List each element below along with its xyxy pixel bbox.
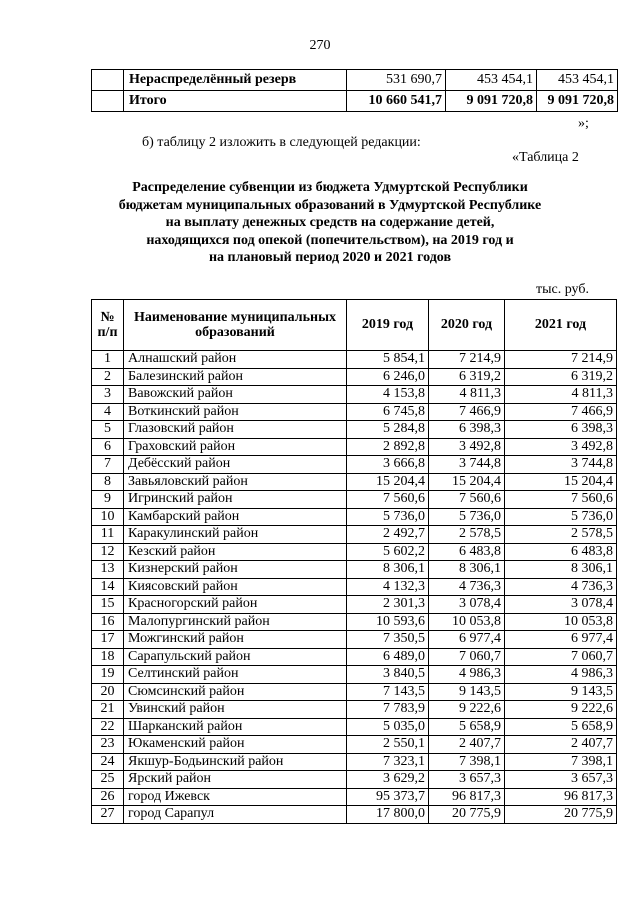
municipality-name: Кезский район: [124, 543, 347, 561]
table-row: [92, 613, 617, 631]
value-2021: 6 977,4: [505, 631, 617, 649]
row-number: 8: [92, 473, 124, 491]
municipality-name: Можгинский район: [124, 631, 347, 649]
municipality-name: Кизнерский район: [124, 561, 347, 579]
header-num: № п/п: [92, 300, 124, 351]
table-row: [92, 631, 617, 649]
table-row: [92, 438, 617, 456]
row-number: 19: [92, 666, 124, 684]
table-caption: «Таблица 2: [512, 150, 579, 165]
row-number: 2: [92, 368, 124, 386]
municipality-name: Завьяловский район: [124, 473, 347, 491]
value-2019: 4 132,3: [347, 578, 429, 596]
row-number: 5: [92, 421, 124, 439]
value-2020: 7 060,7: [429, 648, 505, 666]
value-2021: 15 204,4: [505, 473, 617, 491]
table-row: [92, 526, 617, 544]
value-2021: 20 775,9: [505, 806, 617, 824]
municipality-name: Красногорский район: [124, 596, 347, 614]
title-line: Распределение субвенции из бюджета Удмуртской Республики: [132, 180, 528, 195]
value-2019: 7 560,6: [347, 491, 429, 509]
table-row: [92, 456, 617, 474]
table-row: [92, 491, 617, 509]
value-2020: 96 817,3: [429, 788, 505, 806]
summary-label: Нераспределённый резерв: [124, 70, 347, 91]
value-2021: 9 143,5: [505, 683, 617, 701]
summary-table-body: [92, 70, 618, 112]
summary-value-2020: 9 091 720,8: [446, 91, 537, 112]
value-2021: 4 811,3: [505, 386, 617, 404]
value-2020: 2 407,7: [429, 736, 505, 754]
value-2019: 3 629,2: [347, 771, 429, 789]
header-2021: 2021 год: [505, 300, 617, 351]
table-row: [92, 771, 617, 789]
row-number: 26: [92, 788, 124, 806]
municipality-name: Игринский район: [124, 491, 347, 509]
municipality-name: Воткинский район: [124, 403, 347, 421]
summary-value-2019: 531 690,7: [347, 70, 446, 91]
value-2020: 20 775,9: [429, 806, 505, 824]
header-row: [92, 300, 617, 351]
row-number: 18: [92, 648, 124, 666]
row-number: 25: [92, 771, 124, 789]
value-2020: 3 078,4: [429, 596, 505, 614]
municipality-name: Юкаменский район: [124, 736, 347, 754]
table-row: [92, 508, 617, 526]
row-number: 20: [92, 683, 124, 701]
value-2019: 5 854,1: [347, 351, 429, 369]
table-row: [92, 683, 617, 701]
row-number: 15: [92, 596, 124, 614]
row-number: 10: [92, 508, 124, 526]
value-2021: 7 060,7: [505, 648, 617, 666]
title-line: бюджетам муниципальных образований в Удмуртской Республике: [118, 197, 542, 213]
value-2019: 95 373,7: [347, 788, 429, 806]
row-number: 1: [92, 351, 124, 369]
table-row: [92, 386, 617, 404]
row-number: 16: [92, 613, 124, 631]
value-2019: 10 593,6: [347, 613, 429, 631]
summary-label: Итого: [124, 91, 347, 112]
table-row: [92, 403, 617, 421]
value-2019: 6 246,0: [347, 368, 429, 386]
header-2020: 2020 год: [429, 300, 505, 351]
row-number: 6: [92, 438, 124, 456]
title-line: на плановый период 2020 и 2021 годов: [208, 250, 452, 265]
municipality-name: Сарапульский район: [124, 648, 347, 666]
value-2019: 2 892,8: [347, 438, 429, 456]
value-2020: 4 986,3: [429, 666, 505, 684]
summary-value-2020: 453 454,1: [446, 70, 537, 91]
value-2019: 2 301,3: [347, 596, 429, 614]
value-2021: 6 398,3: [505, 421, 617, 439]
value-2020: 7 560,6: [429, 491, 505, 509]
table-row: [92, 351, 617, 369]
value-2021: 7 560,6: [505, 491, 617, 509]
municipality-name: Балезинский район: [124, 368, 347, 386]
row-number: 9: [92, 491, 124, 509]
row-number: 27: [92, 806, 124, 824]
table-row: [92, 701, 617, 719]
municipality-name: Увинский район: [124, 701, 347, 719]
value-2020: 10 053,8: [429, 613, 505, 631]
value-2021: 96 817,3: [505, 788, 617, 806]
value-2020: 4 811,3: [429, 386, 505, 404]
municipality-name: Селтинский район: [124, 666, 347, 684]
municipality-name: Ярский район: [124, 771, 347, 789]
row-number: 14: [92, 578, 124, 596]
table-row: [92, 596, 617, 614]
value-2019: 4 153,8: [347, 386, 429, 404]
value-2019: 6 745,8: [347, 403, 429, 421]
municipality-name: город Ижевск: [124, 788, 347, 806]
value-2021: 4 736,3: [505, 578, 617, 596]
municipality-name: Алнашский район: [124, 351, 347, 369]
value-2020: 3 657,3: [429, 771, 505, 789]
summary-value-2019: 10 660 541,7: [347, 91, 446, 112]
table-row: [92, 736, 617, 754]
row-number: 4: [92, 403, 124, 421]
value-2019: 17 800,0: [347, 806, 429, 824]
value-2020: 2 578,5: [429, 526, 505, 544]
row-number: 17: [92, 631, 124, 649]
row-number: 22: [92, 718, 124, 736]
value-2021: 3 078,4: [505, 596, 617, 614]
table-row: [92, 368, 617, 386]
summary-value-2021: 9 091 720,8: [537, 91, 618, 112]
value-2019: 5 284,8: [347, 421, 429, 439]
title-line: на выплату денежных средств на содержание детей,: [165, 215, 495, 230]
value-2021: 2 407,7: [505, 736, 617, 754]
page-number: 270: [309, 38, 331, 53]
units-label: тыс. руб.: [536, 282, 589, 297]
row-number: 13: [92, 561, 124, 579]
row-number: 12: [92, 543, 124, 561]
summary-row: [92, 70, 618, 91]
value-2019: 8 306,1: [347, 561, 429, 579]
value-2019: 7 143,5: [347, 683, 429, 701]
value-2020: 6 398,3: [429, 421, 505, 439]
value-2020: 9 222,6: [429, 701, 505, 719]
value-2019: 3 666,8: [347, 456, 429, 474]
table-row: [92, 788, 617, 806]
table-row: [92, 648, 617, 666]
municipality-name: Сюмсинский район: [124, 683, 347, 701]
value-2020: 9 143,5: [429, 683, 505, 701]
municipality-name: Глазовский район: [124, 421, 347, 439]
value-2019: 7 350,5: [347, 631, 429, 649]
value-2020: 5 736,0: [429, 508, 505, 526]
value-2020: 6 977,4: [429, 631, 505, 649]
table-row: [92, 421, 617, 439]
value-2020: 4 736,3: [429, 578, 505, 596]
value-2019: 2 550,1: [347, 736, 429, 754]
summary-row: [92, 91, 618, 112]
row-number: 21: [92, 701, 124, 719]
value-2021: 6 483,8: [505, 543, 617, 561]
value-2020: 7 214,9: [429, 351, 505, 369]
subsidy-table-body: [92, 351, 617, 824]
value-2020: 3 744,8: [429, 456, 505, 474]
value-2020: 15 204,4: [429, 473, 505, 491]
value-2020: 5 658,9: [429, 718, 505, 736]
municipality-name: Граховский район: [124, 438, 347, 456]
value-2019: 5 736,0: [347, 508, 429, 526]
value-2021: 10 053,8: [505, 613, 617, 631]
value-2021: 5 658,9: [505, 718, 617, 736]
municipality-name: Малопургинский район: [124, 613, 347, 631]
value-2021: 8 306,1: [505, 561, 617, 579]
summary-num-cell: [92, 91, 124, 112]
table-row: [92, 806, 617, 824]
header-2019: 2019 год: [347, 300, 429, 351]
value-2021: 2 578,5: [505, 526, 617, 544]
value-2021: 3 657,3: [505, 771, 617, 789]
row-number: 24: [92, 753, 124, 771]
table-row: [92, 473, 617, 491]
row-number: 11: [92, 526, 124, 544]
summary-num-cell: [92, 70, 124, 91]
value-2019: 2 492,7: [347, 526, 429, 544]
municipality-name: город Сарапул: [124, 806, 347, 824]
municipality-name: Каракулинский район: [124, 526, 347, 544]
municipality-name: Камбарский район: [124, 508, 347, 526]
table-row: [92, 666, 617, 684]
value-2020: 7 398,1: [429, 753, 505, 771]
table-row: [92, 718, 617, 736]
municipality-name: Дебёсский район: [124, 456, 347, 474]
value-2020: 6 319,2: [429, 368, 505, 386]
table-row: [92, 543, 617, 561]
value-2020: 8 306,1: [429, 561, 505, 579]
title-line: находящихся под опекой (попечительством), на 2019 год и: [146, 232, 514, 248]
header-name: Наименование муниципальных образований: [124, 300, 347, 351]
value-2021: 9 222,6: [505, 701, 617, 719]
municipality-name: Вавожский район: [124, 386, 347, 404]
table-title: [100, 179, 560, 267]
row-number: 7: [92, 456, 124, 474]
value-2021: 7 398,1: [505, 753, 617, 771]
value-2021: 3 492,8: [505, 438, 617, 456]
row-number: 23: [92, 736, 124, 754]
value-2020: 3 492,8: [429, 438, 505, 456]
table-row: [92, 578, 617, 596]
value-2020: 7 466,9: [429, 403, 505, 421]
value-2021: 4 986,3: [505, 666, 617, 684]
value-2021: 7 466,9: [505, 403, 617, 421]
subsidy-table-header: [92, 300, 617, 351]
value-2021: 7 214,9: [505, 351, 617, 369]
instruction-text: б) таблицу 2 изложить в следующей редакции:: [142, 135, 421, 150]
municipality-name: Шарканский район: [124, 718, 347, 736]
value-2021: 6 319,2: [505, 368, 617, 386]
value-2019: 7 783,9: [347, 701, 429, 719]
table-row: [92, 753, 617, 771]
municipality-name: Якшур-Бодьинский район: [124, 753, 347, 771]
summary-value-2021: 453 454,1: [537, 70, 618, 91]
value-2020: 6 483,8: [429, 543, 505, 561]
value-2019: 15 204,4: [347, 473, 429, 491]
value-2019: 5 602,2: [347, 543, 429, 561]
municipality-name: Киясовский район: [124, 578, 347, 596]
value-2019: 3 840,5: [347, 666, 429, 684]
value-2021: 3 744,8: [505, 456, 617, 474]
summary-table: [91, 69, 618, 112]
closing-quote: »;: [578, 116, 589, 131]
value-2021: 5 736,0: [505, 508, 617, 526]
value-2019: 7 323,1: [347, 753, 429, 771]
subsidy-table: [91, 299, 617, 824]
table-row: [92, 561, 617, 579]
value-2019: 5 035,0: [347, 718, 429, 736]
value-2019: 6 489,0: [347, 648, 429, 666]
row-number: 3: [92, 386, 124, 404]
